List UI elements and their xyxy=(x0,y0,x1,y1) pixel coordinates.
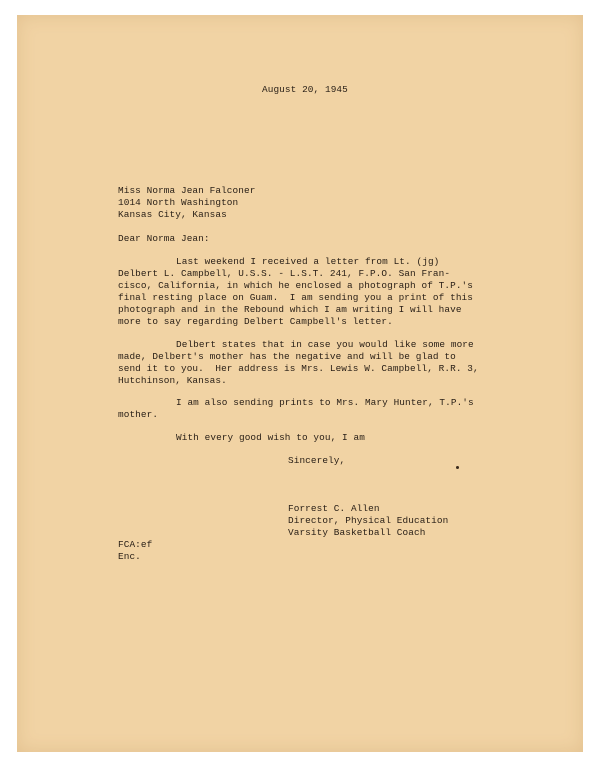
paragraph-1-line-4: final resting place on Guam. I am sending you a print of this xyxy=(118,292,474,303)
paragraph-2-line-2: made, Delbert's mother has the negative and will be glad to xyxy=(118,351,456,362)
signature-name: Forrest C. Allen xyxy=(288,503,380,514)
recipient-city: Kansas City, Kansas xyxy=(118,209,227,220)
enclosure-notation: Enc. xyxy=(118,551,141,562)
signature-title-2: Varsity Basketball Coach xyxy=(288,527,426,538)
reference-initials: FCA:ef xyxy=(118,539,153,550)
paragraph-1-line-2: Delbert L. Campbell, U.S.S. - L.S.T. 241, F.P.O. San Fran- xyxy=(118,268,451,279)
complimentary-close: Sincerely, xyxy=(288,455,346,466)
paragraph-3-line-1: I am also sending prints to Mrs. Mary Hunter, T.P.'s xyxy=(176,397,474,408)
letter-page xyxy=(17,15,583,752)
paragraph-1-line-6: more to say regarding Delbert Campbell's letter. xyxy=(118,316,393,327)
signature-title-1: Director, Physical Education xyxy=(288,515,449,526)
paragraph-2-line-1: Delbert states that in case you would like some more xyxy=(176,339,474,350)
closing-line: With every good wish to you, I am xyxy=(176,432,365,443)
paragraph-1-line-5: photograph and in the Rebound which I am writing I will have xyxy=(118,304,462,315)
paragraph-1-line-1: Last weekend I received a letter from Lt. (jg) xyxy=(176,256,440,267)
paragraph-2-line-3: send it to you. Her address is Mrs. Lewis W. Campbell, R.R. 3, xyxy=(118,363,479,374)
letter-date: August 20, 1945 xyxy=(262,84,348,95)
salutation: Dear Norma Jean: xyxy=(118,233,210,244)
ink-speck xyxy=(456,466,459,469)
paragraph-3-line-2: mother. xyxy=(118,409,159,420)
recipient-name: Miss Norma Jean Falconer xyxy=(118,185,256,196)
paragraph-1-line-3: cisco, California, in which he enclosed a photograph of T.P.'s xyxy=(118,280,474,291)
paragraph-2-line-4: Hutchinson, Kansas. xyxy=(118,375,227,386)
recipient-street: 1014 North Washington xyxy=(118,197,239,208)
